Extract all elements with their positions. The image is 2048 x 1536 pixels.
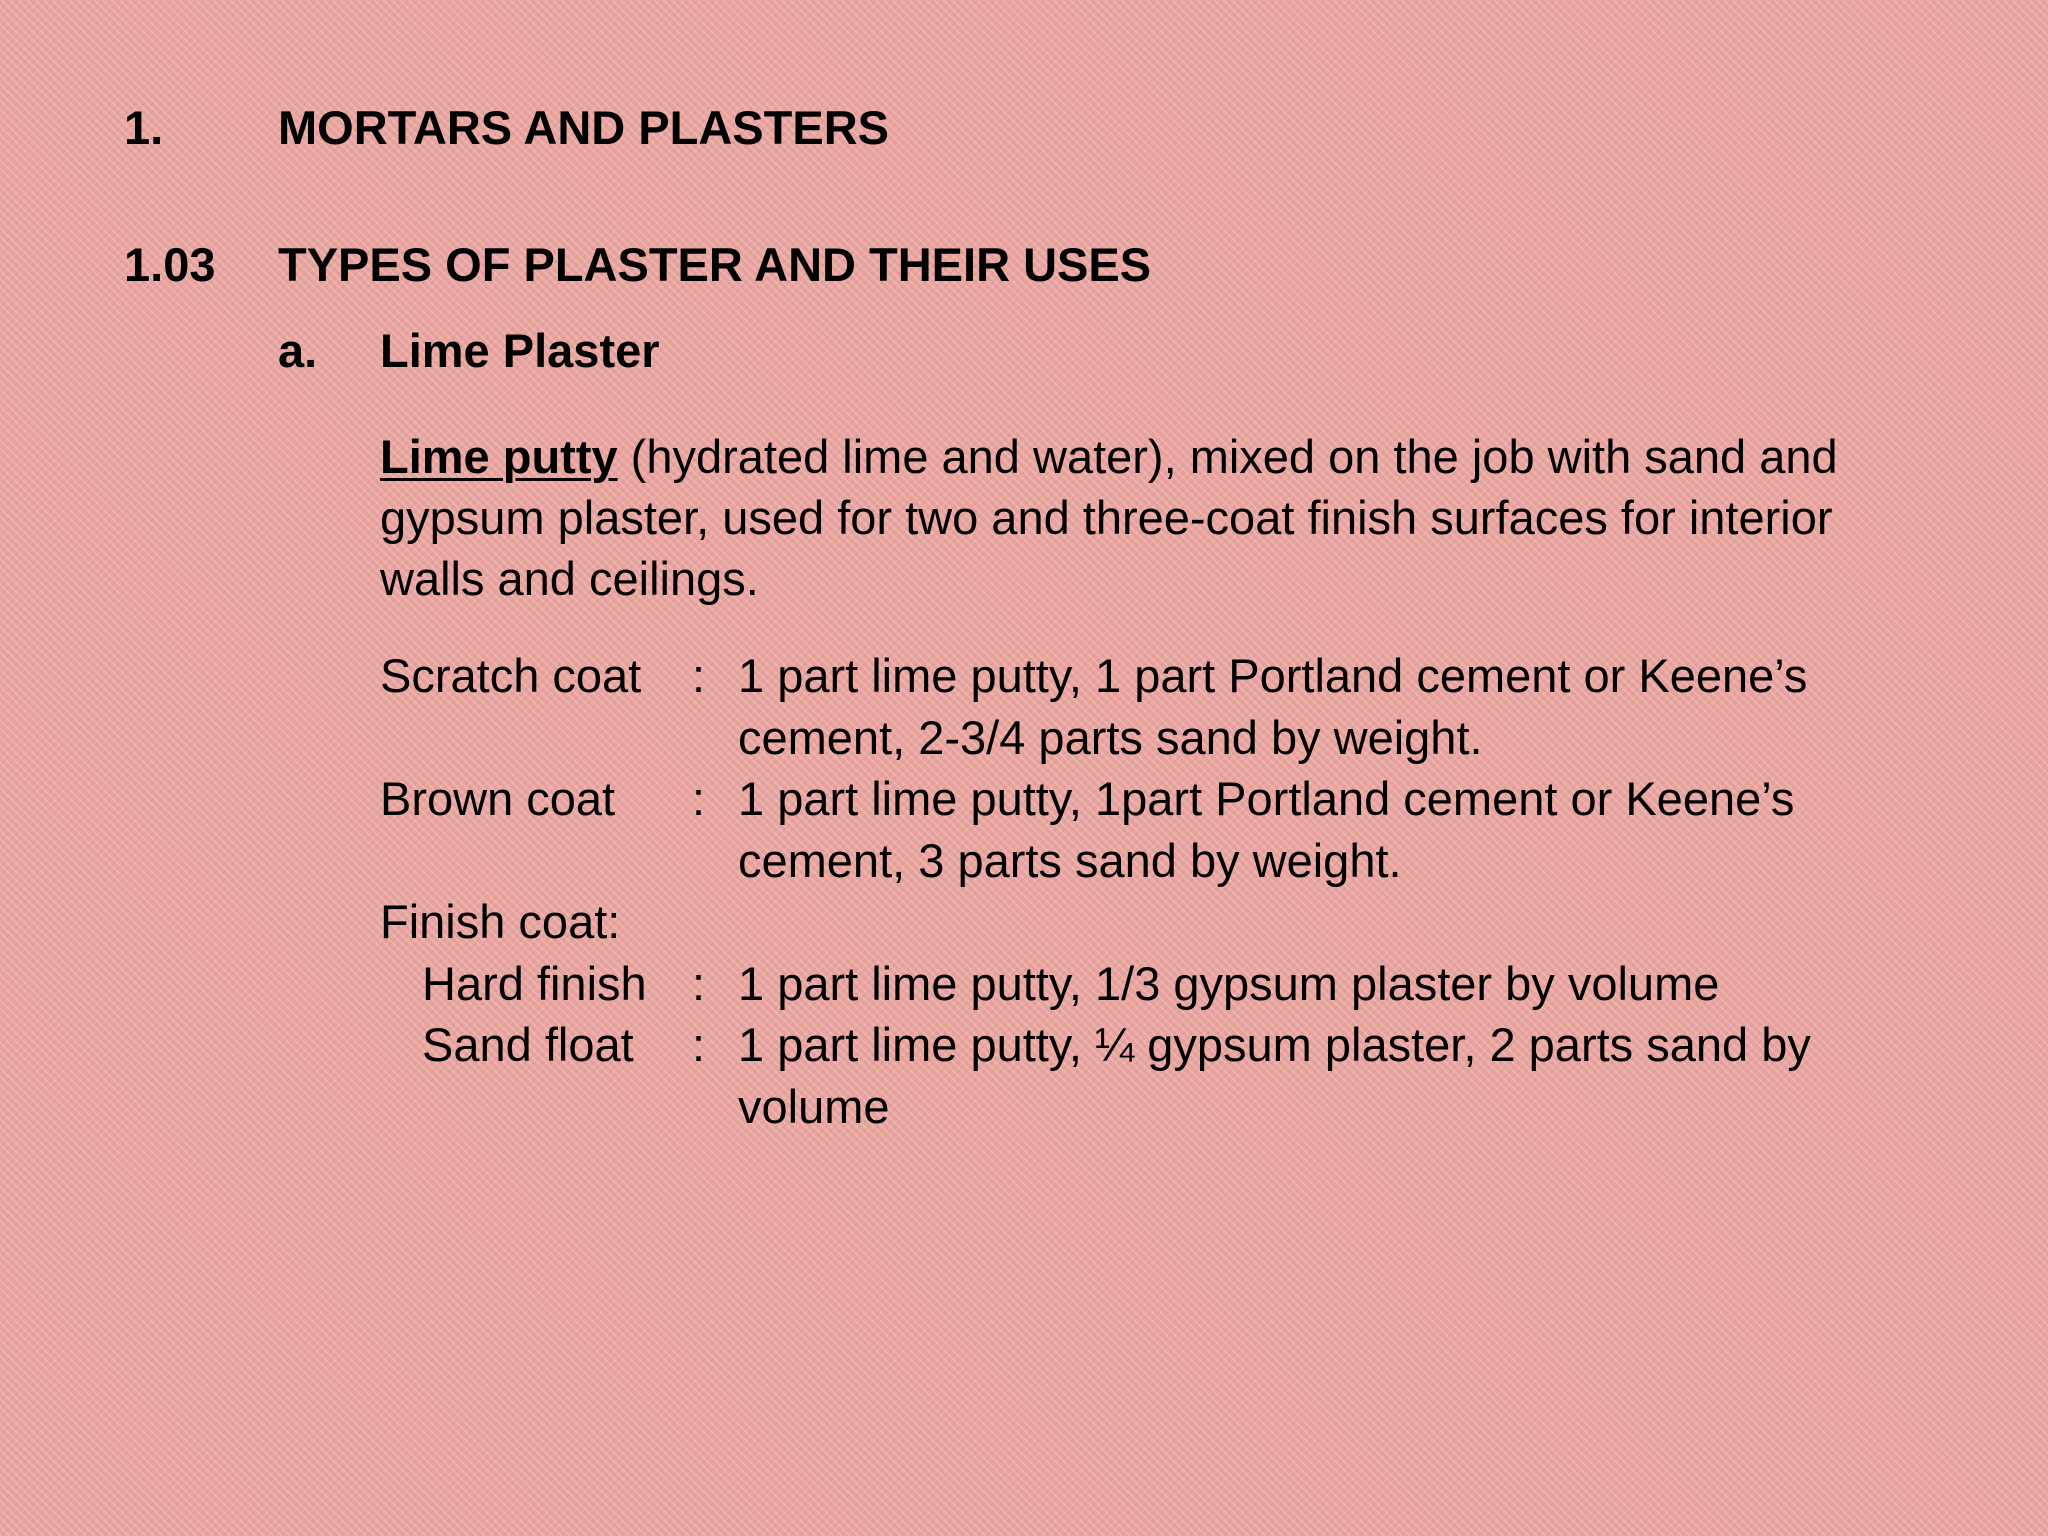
section-number: 1.03 — [124, 238, 216, 291]
coat-colon: : — [692, 772, 706, 825]
coat-label: Finish coat: — [380, 895, 621, 948]
chapter-title: MORTARS AND PLASTERS — [278, 101, 889, 154]
section-title: TYPES OF PLASTER AND THEIR USES — [278, 238, 1152, 291]
coat-colon: : — [692, 1018, 706, 1071]
coat-label: Hard finish — [422, 956, 647, 1010]
coat-colon: : — [692, 649, 706, 702]
coat-value: 1 part lime putty, ¼ gypsum plaster, 2 parts sand by volume — [738, 1018, 1811, 1133]
coat-label: Brown coat — [380, 772, 616, 825]
coat-row-hard-finish — [380, 953, 1858, 1015]
coat-row-brown — [380, 768, 1858, 891]
coat-label: Scratch coat — [380, 649, 642, 702]
coat-value: 1 part lime putty, 1/3 gypsum plaster by volume — [738, 956, 1720, 1010]
coat-row-finish-heading — [380, 891, 1858, 953]
coat-row-scratch — [380, 645, 1858, 768]
subsection-letter: a. — [278, 324, 318, 377]
subsection-title: Lime Plaster — [380, 324, 660, 377]
coat-spec-list — [380, 645, 1858, 1137]
intro-text: (hydrated lime and water), mixed on the job with sand and gypsum plaster, used for two and three-coat finish surfaces for interior walls and ceilings. — [380, 430, 1838, 605]
chapter-number: 1. — [124, 101, 164, 154]
coat-colon: : — [692, 956, 706, 1010]
coat-value: 1 part lime putty, 1part Portland cement or Keene’s cement, 3 parts sand by weight. — [738, 772, 1795, 887]
intro-paragraph — [380, 426, 1880, 609]
intro-term: Lime putty — [380, 430, 618, 483]
coat-label: Sand float — [422, 1018, 634, 1071]
coat-value: 1 part lime putty, 1 part Portland cement or Keene’s cement, 2-3/4 parts sand by weight. — [738, 649, 1808, 764]
coat-row-sand-float — [380, 1014, 1858, 1137]
